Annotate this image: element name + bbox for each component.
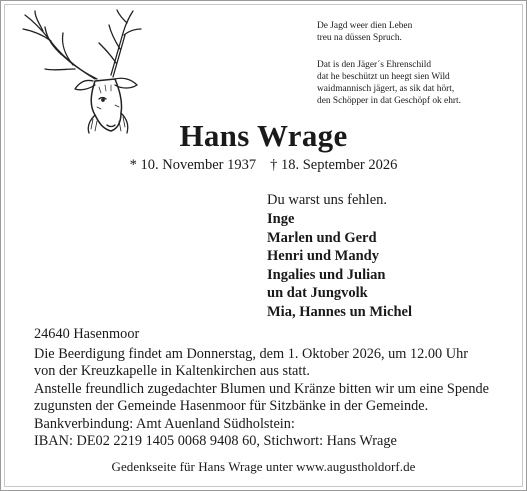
- poem-line: waidmannisch jägert, as sik dat hört,: [317, 84, 455, 94]
- deceased-name: Hans Wrage: [179, 118, 348, 153]
- poem-stanza-2: [317, 59, 461, 107]
- funeral-info: [34, 346, 504, 381]
- mourner-name: un dat Jungvolk: [267, 285, 368, 302]
- mourner-name: Marlen und Gerd: [267, 229, 377, 246]
- life-dates: [1, 157, 526, 174]
- text-line: IBAN: DE02 2219 1405 0068 9408 60, Stichwort: Hans Wrage: [34, 433, 397, 450]
- memorial-page-line: Gedenkseite für Hans Wrage unter www.augustholdorf.de: [111, 459, 416, 474]
- poem-line: dat he beschützt un heegt sien Wild: [317, 72, 450, 82]
- poem-line: De Jagd weer dien Leben: [317, 21, 413, 31]
- text-line: zugunsten der Gemeinde Hasenmoor für Sitzbänke in der Gemeinde.: [34, 398, 429, 415]
- mourners-block: [267, 191, 412, 322]
- poem-stanza-1: [317, 20, 412, 44]
- mourner-name: Ingalies und Julian: [267, 266, 386, 283]
- poem-line: Dat is den Jäger´s Ehrenschild: [317, 60, 432, 70]
- mourner-name: Mia, Hannes un Michel: [267, 303, 413, 320]
- text-line: von der Kreuzkapelle in Kaltenkirchen aus statt.: [34, 363, 310, 380]
- text-line: Anstelle freundlich zugedachter Blumen und Kränze bitten wir um eine Spende: [34, 381, 489, 397]
- poem-line: den Schöpper in dat Geschöpf ok ehrt.: [317, 96, 461, 106]
- mourner-name: Henri und Mandy: [267, 248, 379, 265]
- birth-date: * 10. November 1937: [129, 157, 257, 173]
- donation-info: [34, 381, 504, 451]
- farewell-line: Du warst uns fehlen.: [267, 192, 388, 208]
- death-date: † 18. September 2026: [270, 157, 398, 173]
- stag-head-icon: [15, 9, 145, 135]
- text-line: Die Beerdigung findet am Donnerstag, dem 1. Oktober 2026, um 12.00 Uhr: [34, 346, 468, 362]
- mourner-name: Inge: [267, 211, 295, 227]
- residence-line: 24640 Hasenmoor: [34, 326, 140, 342]
- poem-line: treu na düssen Spruch.: [317, 33, 402, 43]
- text-line: Bankverbindung: Amt Auenland Südholstein:: [34, 415, 295, 432]
